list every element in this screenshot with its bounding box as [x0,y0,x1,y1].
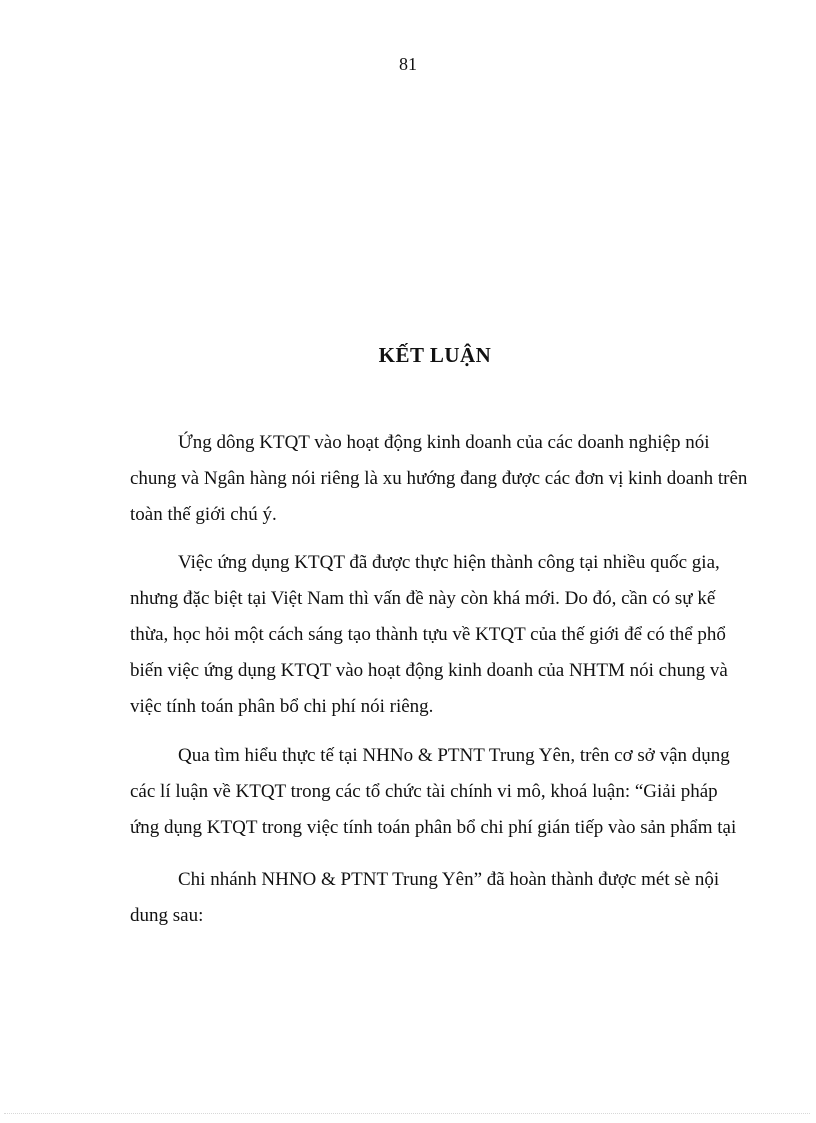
paragraph-line: ứng dụng KTQT trong việc tính toán phân bổ chi phí gián tiếp vào sản phẩm tại [130,817,737,838]
paragraph-4 [130,862,750,934]
paragraph-line: nhưng đặc biệt tại Việt Nam thì vấn đề này còn khá mới. Do đó, cần có sự kế [130,588,716,609]
paragraph-line: toàn thế giới chú ý. [130,504,277,525]
page-number: 81 [399,54,417,74]
paragraph-line: Ứng dông KTQT vào hoạt động kinh doanh của các doanh nghiệp nói [178,432,710,453]
page-title: KẾT LUẬN [378,343,492,367]
paragraph-line: Việc ứng dụng KTQT đã được thực hiện thành công tại nhiều quốc gia, [178,552,720,573]
paragraph-line: dung sau: [130,905,204,926]
paragraph-line: Qua tìm hiểu thực tế tại NHNo & PTNT Trung Yên, trên cơ sở vận dụng [178,745,730,766]
paragraph-3 [130,738,750,846]
paragraph-line: Chi nhánh NHNO & PTNT Trung Yên” đã hoàn thành được mét sè nội [178,869,720,890]
paragraph-line: biến việc ứng dụng KTQT vào hoạt động kinh doanh của NHTM nói chung và [130,660,728,681]
paragraph-2 [130,545,750,725]
paragraph-line: việc tính toán phân bổ chi phí nói riêng. [130,696,434,717]
paragraph-1 [130,425,750,533]
paragraph-line: các lí luận về KTQT trong các tổ chức tài chính vi mô, khoá luận: “Giải pháp [130,781,718,802]
paragraph-line: thừa, học hỏi một cách sáng tạo thành tựu về KTQT của thế giới để có thể phổ [130,624,726,645]
page-bottom-divider [4,1113,810,1114]
paragraph-line: chung và Ngân hàng nói riêng là xu hướng đang được các đơn vị kinh doanh trên [130,468,748,489]
